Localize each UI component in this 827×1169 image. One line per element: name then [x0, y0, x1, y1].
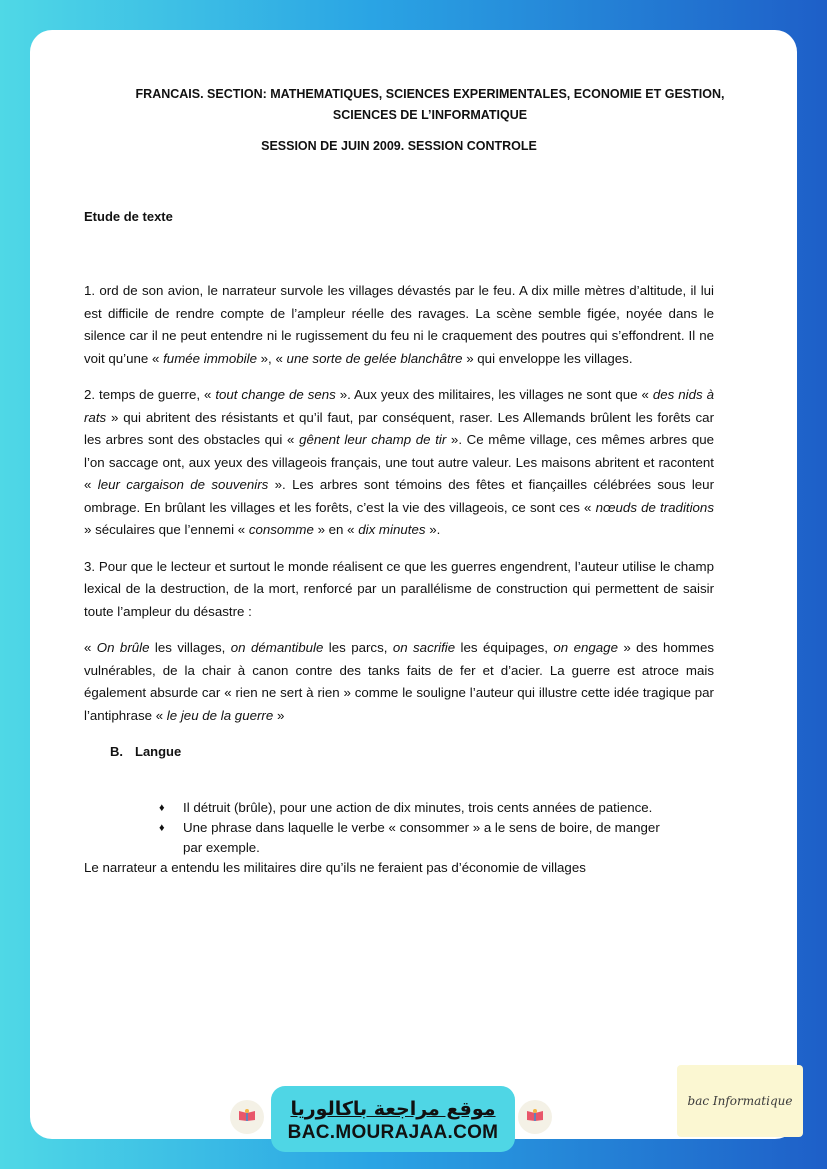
- exam-title: FRANCAIS. SECTION: MATHEMATIQUES, SCIENCES EXPERIMENTALES, ECONOMIE ET GESTION, SCIENCES DE L’INFORMATIQUE: [135, 87, 725, 122]
- paragraph-1: 1. ord de son avion, le narrateur survole les villages dévastés par le feu. A dix mille mètres d’altitude, il lui est difficile de rendre compte de l’ampleur réelle des ravages. La scène semble figée, noyée dans le silence car il ne peut entendre ni le rugissement du feu ni le craquement des poutres qui s’effondrent. Il ne voit qu’une « fumée immobile », « une sorte de gelée blanchâtre » qui enveloppe les villages.: [84, 283, 714, 366]
- document-content: [84, 84, 725, 878]
- diamond-bullet-icon: ♦: [159, 821, 165, 834]
- diamond-bullet-icon: ♦: [159, 801, 165, 814]
- list-item: ♦ Une phrase dans laquelle le verbe « consommer » a le sens de boire, de manger par exemple.: [159, 819, 660, 855]
- site-badge[interactable]: [271, 1086, 515, 1152]
- list-item: ♦ Il détruit (brûle), pour une action de dix minutes, trois cents années de patience.: [159, 798, 679, 818]
- paragraph-3: 3. Pour que le lecteur et surtout le monde réalisent ce que les guerres engendrent, l’auteur utilise le champ lexical de la destruction, de la mort, renforcé par un parallélisme de construction qui permettent de saisir toute l’ampleur du désastre :: [84, 558, 714, 619]
- site-logo-icon: [518, 1100, 552, 1134]
- paragraph-2: 2. temps de guerre, « tout change de sens ». Aux yeux des militaires, les villages ne sont que « des nids à rats » qui abritent des résistants et qu’il faut, par conséquent, raser. Les Allemands brûlent les forêts car les arbres sont des obstacles qui « gênent leur champ de tir ». Ce même village, ces mêmes arbres que l’on saccage ont, aux yeux des villageois français, une tout autre valeur. Les maisons abritent et racontent « leur cargaison de souvenirs ». Les arbres sont témoins des fêtes et fiançailles célébrées sous leur ombrage. En brûlant les villages et les forêts, c’est la vie des villageois, ce sont ces « nœuds de traditions » séculaires que l’ennemi « consomme » en « dix minutes ».: [84, 387, 715, 537]
- section-a-title: Etude de texte: [84, 208, 173, 224]
- bac-informatique-tag: bac Informatique: [677, 1065, 803, 1137]
- exam-session: SESSION DE JUIN 2009. SESSION CONTROLE: [261, 139, 537, 153]
- site-url[interactable]: BAC.MOURAJAA.COM: [287, 1122, 499, 1143]
- site-arabic-name: موقع مراجعة باكالوريا: [290, 1098, 496, 1120]
- section-b-title: B. Langue: [110, 744, 182, 759]
- paragraph-4: « On brûle les villages, on démantibule les parcs, on sacrifie les équipages, on engage » des hommes vulnérables, de la chair à canon contre des tanks faits de fer et d’acier. La guerre est atroce mais également absurde car « rien ne sert à rien » comme le souligne l’auteur qui illustre cette idée tragique par l’antiphrase « le jeu de la guerre »: [84, 640, 714, 723]
- langue-list: [84, 798, 679, 858]
- site-logo-icon: [230, 1100, 264, 1134]
- final-sentence: Le narrateur a entendu les militaires dire qu’ils ne feraient pas d’économie de villages: [84, 859, 586, 875]
